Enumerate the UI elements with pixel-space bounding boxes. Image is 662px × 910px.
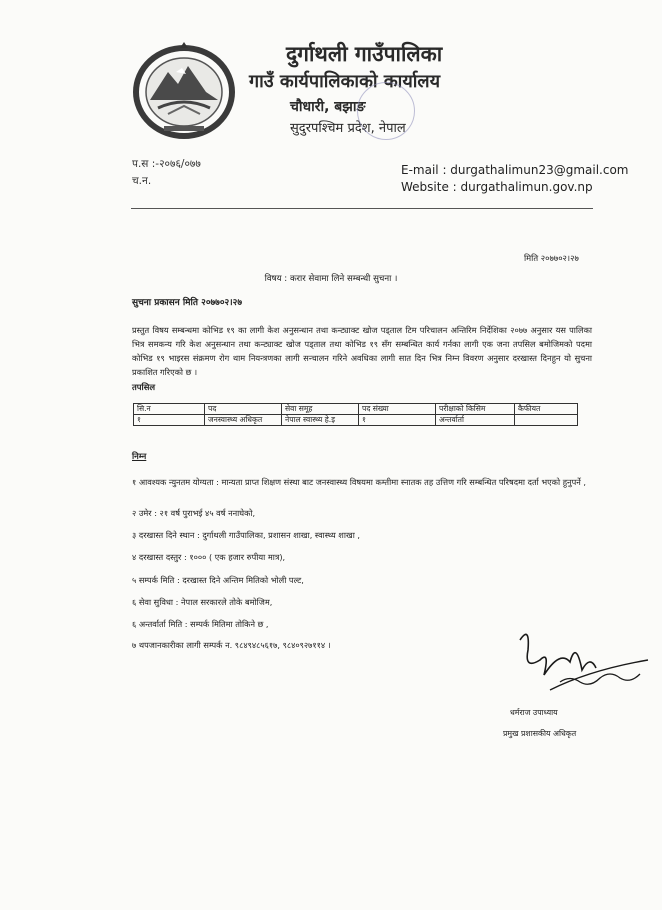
table-cell: जनस्वास्थ्य अधिकृत — [205, 415, 282, 426]
signature-icon — [500, 620, 650, 700]
criteria-item: ३ दरखास्त दिने स्थान : दुर्गाथली गाउँपालिका, प्रशासन शाखा, स्वास्थ्य शाखा , — [132, 530, 361, 540]
table-cell: १ — [134, 415, 205, 426]
table-cell: नेपाल स्वास्थ्य हे.इ — [282, 415, 359, 426]
criteria-item: ५ सम्पर्क मिति : दरखास्त दिने अन्तिम मितिको भोली पल्ट, — [132, 575, 304, 585]
table-cell: १ — [359, 415, 436, 426]
table-header-cell: सेवा समूह — [282, 404, 359, 415]
letterhead-line-2: गाउँ कार्यपालिकाको कार्यालय — [249, 71, 441, 92]
letterhead-line-4: सुदुरपश्चिम प्रदेश, नेपाल — [290, 121, 406, 136]
vacancy-table — [133, 403, 578, 426]
notice-heading: सुचना प्रकासन मिति २०७७०२।२७ — [132, 298, 242, 308]
signatory-name: धर्मराज उपाध्याय — [510, 708, 558, 717]
criteria-item: ४ दरखास्त दस्तुर : १००० ( एक हजार रुपीया मात्र), — [132, 552, 286, 562]
dispatch-number: च.न. — [132, 175, 152, 187]
criteria-item: ७ थपजानकारीका लागी सम्पर्क न. ९८४९४८५६१७, ९८४०९२७११४ । — [132, 640, 331, 650]
table-header-cell: परीक्षाको किसिम — [436, 404, 515, 415]
table-cell: अन्तर्वार्ता — [436, 415, 515, 426]
municipality-emblem-icon — [128, 42, 240, 142]
letterhead-line-1: दुर्गाथली गाउँपालिका — [286, 42, 443, 66]
letterhead-line-3: चौधारी, बझाङ — [290, 99, 366, 115]
reference-number: प.स :-२०७६/०७७ — [132, 158, 201, 170]
email-text: E-mail : durgathalimun23@gmail.com — [401, 163, 629, 177]
office-stamp-icon — [357, 82, 415, 140]
website-text: Website : durgathalimun.gov.np — [401, 180, 593, 194]
table-header-cell: पद — [205, 404, 282, 415]
table-row — [134, 415, 578, 426]
criteria-item: ६ अन्तर्वार्ता मिति : सम्पर्क मितिमा तोकिने छ , — [132, 619, 269, 629]
table-header-row — [134, 404, 578, 415]
criteria-item: २ उमेर : २१ वर्ष पुराभई ४५ वर्ष ननाघेको, — [132, 508, 256, 518]
table-header-cell: कैफीयत — [515, 404, 578, 415]
table-header-cell: सि.न — [134, 404, 205, 415]
criteria-heading: निम्न — [132, 451, 147, 461]
letter-date: मिति २०७७०२।२७ — [524, 253, 579, 263]
table-header-cell: पद संख्या — [359, 404, 436, 415]
criteria-item: १ आवश्यक न्युनतम योग्यता : मान्यता प्राप्त शिक्षण संस्था बाट जनस्वास्थ्य विषयमा कम्तीमा स्नातक तह उत्तिण गरि सम्बन्धित परिषदमा दर्ता भएको हुनुपर्ने , — [132, 477, 586, 487]
header-divider — [131, 208, 593, 209]
signatory-title: प्रमुख प्रशासकीय अधिकृत — [503, 729, 577, 738]
criteria-item: ६ सेवा सुविधा : नेपाल सरकारले तोके बमोजिम, — [132, 597, 273, 607]
table-heading: तपसिल — [132, 382, 156, 392]
table-cell — [515, 415, 578, 426]
body-paragraph: प्रस्तुत विषय सम्बन्धमा कोभिड १९ का लागी केश अनुसन्धान तथा कन्ट्याक्ट खोज पड्ताल टिम परिचालन अन्तिरिम निर्देशिका २०७७ अनुसार यस पालिका भित्र समकन्य गरि केश अनुसन्धान तथा कन्ट्याक्ट खोज पड्ताल तथा कोभिड १९ सँग सम्बन्धित कार्य गर्नका लागी एक जना तपसिल बमोजिमको पदमा कोभिड १९ भाइरस संक्रमण रोग थाम नियन्त्रणका लागी सन्चालन गरिने अवधिका लागी सात दिन भित्र निम्न विवरण अनुसार दरखास्त दिनहुन यो सुचना प्रकाशित गरिएको छ । — [132, 325, 592, 377]
subject-line: विषय : करार सेवामा लिने सम्बन्धी सुचना । — [264, 274, 398, 284]
